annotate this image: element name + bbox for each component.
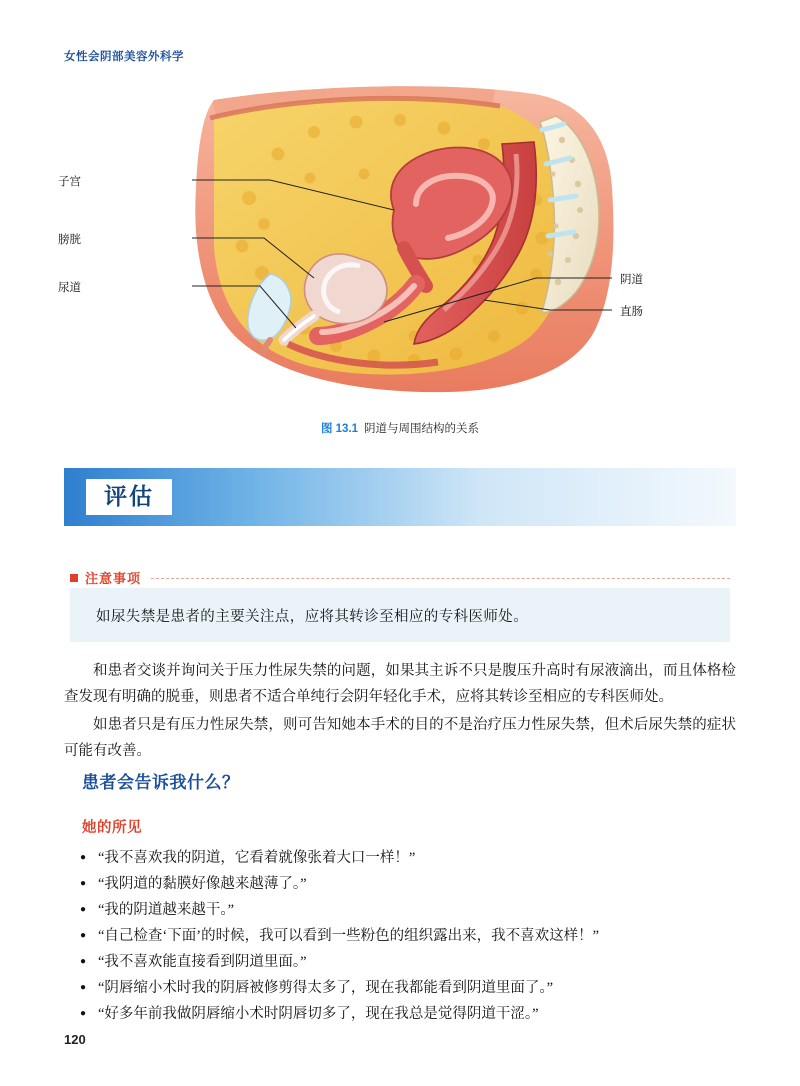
note-divider — [151, 578, 730, 579]
page-number: 120 — [64, 1032, 86, 1047]
figure-label-bladder: 膀胱 — [58, 234, 81, 246]
note-bullet-icon — [70, 574, 78, 582]
list-item: ● “我的阴道越来越干。” — [80, 897, 740, 923]
list-item: ● “我阴道的黏膜好像越来越薄了。” — [80, 871, 740, 897]
note-text: 如尿失禁是患者的主要关注点，应将其转诊至相应的专科医师处。 — [96, 608, 529, 625]
heading-question: 患者会告诉我什么？ — [82, 773, 240, 792]
pelvis-cross-section — [174, 78, 634, 408]
figure-label-vagina: 阴道 — [620, 274, 643, 286]
paragraph-2: 如患者只是有压力性尿失禁，则可告知她本手术的目的不是治疗压力性尿失禁，但术后尿失禁的症状可能有改善。 — [64, 717, 736, 759]
figure-label-rectum: 直肠 — [620, 306, 643, 318]
heading-subsection: 她的所见 — [82, 820, 142, 836]
list-item: ● “自己检查‘下面’的时候，我可以看到一些粉色的组织露出来，我不喜欢这样！” — [80, 923, 740, 949]
note-box — [70, 588, 730, 642]
paragraph-1: 和患者交谈并询问关于压力性尿失禁的问题，如果其主诉不只是腹压升高时有尿液滴出，而且体格检查发现有明确的脱垂，则患者不适合单纯行会阴年轻化手术，应将其转诊至相应的专科医师处。 — [64, 663, 736, 705]
list-item: ● “阴唇缩小术时我的阴唇被修剪得太多了，现在我都能看到阴道里面了。” — [80, 975, 740, 1001]
figure-number: 图 13.1 — [320, 423, 359, 435]
running-head: 女性会阴部美容外科学 — [64, 51, 184, 63]
figure-block — [58, 78, 736, 438]
figure-label-uterus: 子宫 — [58, 176, 81, 188]
anatomy-illustration — [64, 78, 736, 408]
figure-label-urethra: 尿道 — [58, 282, 81, 294]
list-item: ● “我不喜欢我的阴道，它看着就像张着大口一样！” — [80, 845, 740, 871]
note-title: 注意事项 — [85, 571, 142, 586]
figure-caption — [64, 420, 736, 436]
section-title: 评估 — [86, 479, 172, 515]
quote-list — [80, 845, 740, 1027]
note-header — [70, 568, 730, 587]
list-item: ● “好多年前我做阴唇缩小术时阴唇切多了，现在我总是觉得阴道干涩。” — [80, 1001, 740, 1027]
list-item: ● “我不喜欢能直接看到阴道里面。” — [80, 949, 740, 975]
section-banner — [64, 468, 736, 526]
figure-caption-text: 阴道与周围结构的关系 — [364, 423, 480, 435]
